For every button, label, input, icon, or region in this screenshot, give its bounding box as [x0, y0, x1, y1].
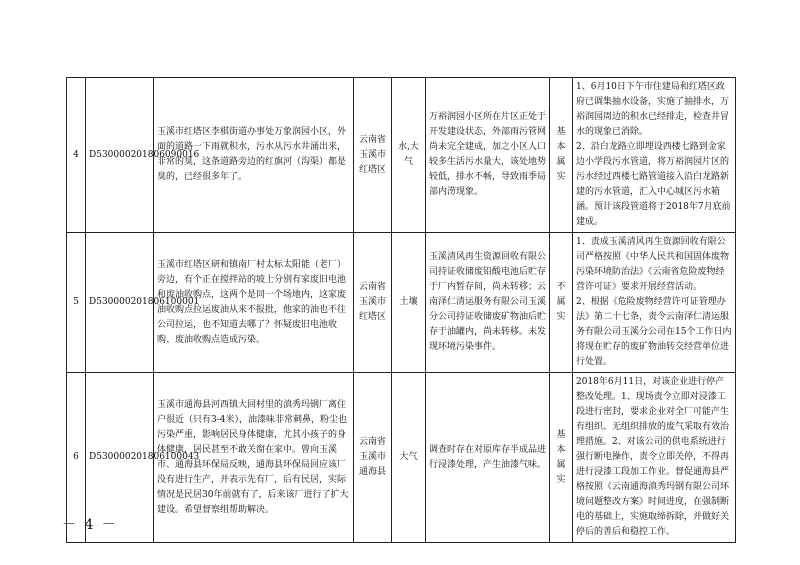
- administrative-area: 云南省玉溪市红塔区: [354, 78, 392, 233]
- case-code: D530000201806090016: [86, 78, 154, 233]
- pollution-type: 大气: [392, 373, 426, 543]
- table-row: [67, 78, 736, 233]
- investigation-findings: 万裕润园小区所在片区正处于开发建设状态，外部雨污管网尚未完全建成，加之小区人口较多生活污水量大，该处地势较低，排水不畅，导致雨季局部内涝现象。: [426, 78, 550, 233]
- pollution-type: 土壤: [392, 233, 426, 373]
- complaint-text: 玉溪市红塔区李棋街道办事处万象润园小区，外面的道路一下雨就积水，污水从污水井涌出来，非常的臭，这条道路旁边的红旗河（沟渠）都是臭的，已经很多年了。: [154, 78, 354, 233]
- case-code: D530000201806100043: [86, 373, 154, 543]
- complaint-text: 玉溪市红塔区研和镇南厂村太标太阳能（老厂）旁边，有个正在搅拌站的坡上分别有家废旧电池和废油收购点，这两个是同一个场地内，这家废油收购点拉运废油从来不报批，他家的油也不往公司拉运，也不知道去哪了？怀疑废旧电池收购、废油收购点造成污染。: [154, 233, 354, 373]
- table-row: [67, 233, 736, 373]
- verdict: 基本属实: [550, 78, 573, 233]
- verdict: 基本属实: [550, 373, 573, 543]
- case-code: D530000201806100001: [86, 233, 154, 373]
- administrative-area: 云南省玉溪市红塔区: [354, 233, 392, 373]
- handling-result: 1、6月10日下午市住建局和红塔区政府已调集抽水设备，实施了抽排水，万裕润园周边的积水已经排走，检查井冒水的现象已消除。 2、沿白龙路立即埋设西楼七路到金家边小学段污水管道，将万裕润园片区的污水经过西楼七路管道接入沿白龙路新建的污水管道，汇入中心城区污水箱涵。预计该段管道将于2018年7月底前建成。: [573, 78, 736, 233]
- complaint-text: 玉溪市通海县河西镇大回村里的滇秀玛钢厂离住户很近（只有3-4米），油漆味非常刺鼻，粉尘也污染严重，影响居民身体健康，尤其小孩子的身体健康，居民甚至不敢关窗在家中。曾向玉溪市、通海县环保局反映，通海县环保局回应该厂没有进行生产，并表示先有厂，后有民居，实际情况是民居30年前就有了，后来该厂进行了扩大建设。希望督察组帮助解决。: [154, 373, 354, 543]
- page-number: － 4 －: [62, 517, 118, 533]
- administrative-area: 云南省玉溪市通海县: [354, 373, 392, 543]
- investigation-findings: 调查时存在对原库存半成品进行浸漆处理，产生油漆气味。: [426, 373, 550, 543]
- pollution-type: 水,大气: [392, 78, 426, 233]
- handling-result: 2018年6月11日，对该企业进行停产整改处理。1、现场责令立即对浸漆工段进行密封，要求企业对全厂可能产生有组织、无组织排放的废气采取有效治理措施。2、对该公司的供电系统进行强行断电操作，责令立即关停，不得再进行浸漆工段加工作业。督促通海县严格按照《云南通海滇秀玛钢有限公司环境问题整改方案》时间进度，在强制断电的基础上，实施取缔拆除，并做好关停后的善后和稳控工作。: [573, 373, 736, 543]
- table-row: [67, 373, 736, 543]
- handling-result: 1、责成玉溪清风再生资源回收有限公司严格按照《中华人民共和国固体废物污染环境防治法》《云南省危险废物经营许可证》要求开展经营活动。 2、根据《危险废物经营许可证管理办法》第二十七条，责令云南泽仁清运服务有限公司玉溪分公司在15个工作日内将现在贮存的废矿物油转交经营单位进行处置。: [573, 233, 736, 373]
- investigation-findings: 玉溪清风再生资源回收有限公司持证收储废铅酸电池后贮存于厂内暂存间，尚未转移；云南泽仁清运服务有限公司玉溪分公司持证收储废矿物油后贮存于油罐内，尚未转移。未发现环境污染事件。: [426, 233, 550, 373]
- verdict: 不属实: [550, 233, 573, 373]
- row-number: 4: [67, 78, 86, 233]
- row-number: 6: [67, 373, 86, 543]
- complaint-table: [66, 77, 736, 543]
- row-number: 5: [67, 233, 86, 373]
